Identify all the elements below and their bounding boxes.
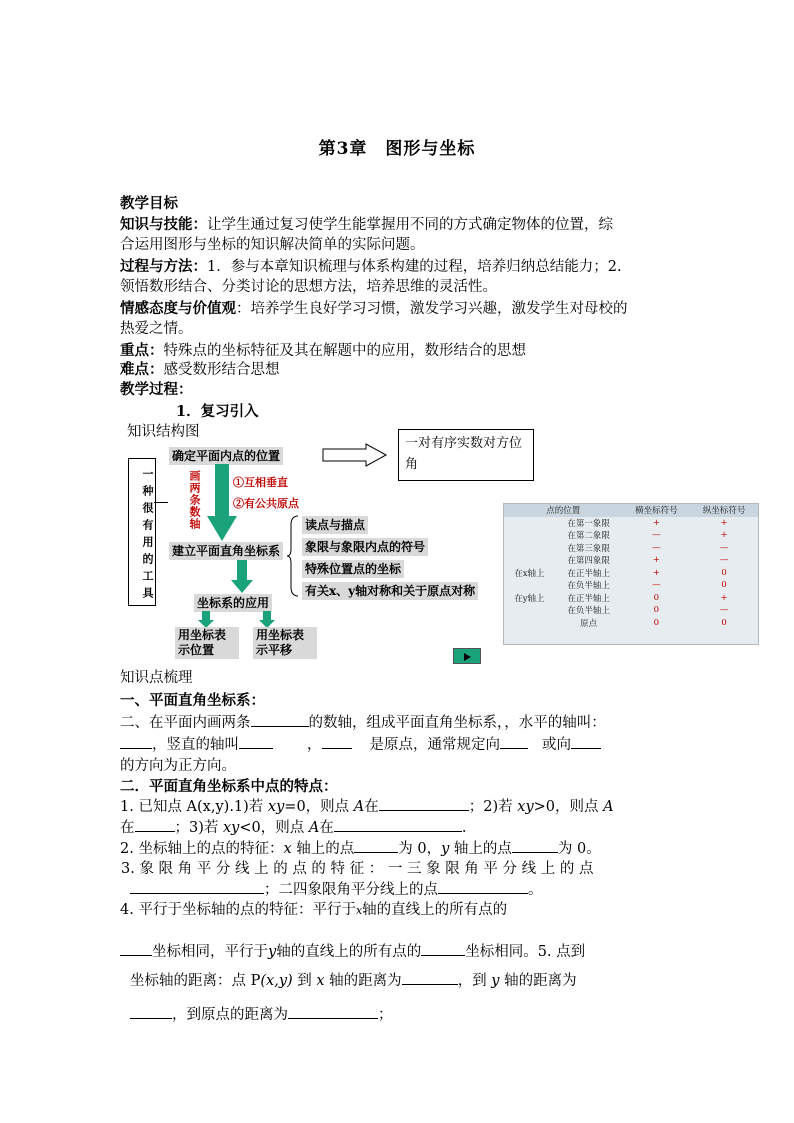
build-coordinate-system-box: 建立平面直角坐标系 xyxy=(169,542,283,560)
table-cell xyxy=(504,517,555,530)
table-cell: 在第三象限 xyxy=(567,543,610,554)
text: ；3)若 xyxy=(174,820,223,836)
table-row xyxy=(504,529,758,542)
text: ；二四象限角平分线上的点 xyxy=(264,882,438,898)
text: 二、在平面内画两条 xyxy=(120,715,251,731)
table-row xyxy=(504,592,758,605)
table-cell xyxy=(504,604,555,617)
point-1-line2 xyxy=(120,817,466,839)
quadrant-sign-table xyxy=(503,503,759,645)
table-cell: 在第四象限 xyxy=(567,556,610,567)
table-row xyxy=(504,604,758,617)
text: 到 xyxy=(292,973,317,989)
text: 为 0。 xyxy=(557,841,601,857)
blank[interactable] xyxy=(120,734,152,749)
table-header: 纵坐标符号 xyxy=(702,506,746,517)
key-label: 重点： xyxy=(120,342,164,359)
text: xy xyxy=(223,820,240,836)
coord-def-line3: 的方向为正方向。 xyxy=(120,758,236,774)
table-cell: + xyxy=(720,517,728,528)
text: A xyxy=(308,820,320,836)
text: 坐标相同。5. 点到 xyxy=(465,944,586,960)
point-4-line1 xyxy=(120,900,507,921)
knowledge-skill-line1 xyxy=(120,214,613,236)
text: 轴的距离为 xyxy=(324,973,402,989)
knowledge-caption: 知识点梳理 xyxy=(120,670,193,686)
knowledge-label: 知识与技能： xyxy=(120,216,207,233)
text: ；2)若 xyxy=(468,799,518,815)
table-cell: 0 xyxy=(721,567,727,578)
blank[interactable] xyxy=(322,734,352,749)
table-cell: 在正半轴上 xyxy=(567,568,610,579)
table-cell: 0 xyxy=(653,605,660,616)
knowledge-skill-line2: 合运用图形与坐标的知识解决简单的实际问题。 xyxy=(120,237,425,253)
coord-def-line1 xyxy=(120,712,606,734)
table-cell: 0 xyxy=(653,617,660,628)
table-cell xyxy=(504,529,555,542)
blank[interactable] xyxy=(135,817,175,832)
diagram-caption: 知识结构图 xyxy=(127,424,200,440)
text: =0，则点 xyxy=(284,799,354,815)
blank[interactable] xyxy=(402,970,458,985)
blank[interactable] xyxy=(130,1004,172,1019)
point-2 xyxy=(120,838,601,860)
objectives-heading: 教学目标 xyxy=(120,195,178,212)
text: ； xyxy=(378,1007,393,1023)
table-header: 横坐标符号 xyxy=(635,506,678,517)
connector-line xyxy=(154,502,168,503)
text: 在 xyxy=(120,820,135,836)
application-box: 坐标系的应用 xyxy=(194,594,272,612)
text: x xyxy=(283,841,292,857)
review-heading: 1．复习引入 xyxy=(176,403,259,420)
table-row xyxy=(504,517,758,530)
table-cell: 原点 xyxy=(580,618,598,629)
table-cell xyxy=(504,617,555,630)
blank[interactable] xyxy=(512,838,558,853)
text: y xyxy=(491,973,500,989)
text: 4. 平行于坐标轴的点的特征：平行于 xyxy=(120,902,356,918)
blank[interactable] xyxy=(130,879,264,894)
point-5-line1 xyxy=(130,970,577,992)
blank[interactable] xyxy=(571,734,601,749)
blank[interactable] xyxy=(288,1004,378,1019)
text: A xyxy=(603,799,614,815)
coord-def-line2 xyxy=(120,734,601,756)
text: A xyxy=(353,799,365,815)
table-cell: 在负半轴上 xyxy=(567,606,610,617)
text: 轴的直线上的所有点的 xyxy=(362,902,508,918)
text: 。 xyxy=(528,882,543,898)
blank[interactable] xyxy=(334,817,462,832)
text: 或向 xyxy=(542,737,571,753)
table-cell: + xyxy=(720,530,728,541)
blank[interactable] xyxy=(120,941,152,956)
emotion-line1 xyxy=(120,298,628,320)
table-row xyxy=(504,542,758,555)
point-4-line2 xyxy=(120,941,585,963)
text: 为 0， xyxy=(398,841,442,857)
text: (x,y) xyxy=(260,973,293,989)
table-cell: 在第一象限 xyxy=(567,518,610,529)
text: 的数轴，组成平面直角坐标系，，水平的轴叫： xyxy=(308,715,606,731)
point-1-line1 xyxy=(120,796,614,818)
section-2-heading: 二．平面直角坐标系中点的特点： xyxy=(120,778,338,795)
table-cell xyxy=(504,554,555,567)
key-text: 特殊点的坐标特征及其在解题中的应用，数形结合的思想 xyxy=(163,343,526,359)
text: 坐标相同，平行于 xyxy=(152,944,268,960)
table-cell: 在x轴上 xyxy=(514,568,545,579)
blank[interactable] xyxy=(379,796,469,811)
page-title: 第3章 图形与坐标 xyxy=(318,139,476,159)
blank[interactable] xyxy=(438,879,528,894)
emotion-line2: 热爱之情。 xyxy=(120,321,193,337)
text: 轴的距离为 xyxy=(499,973,577,989)
table-cell: — xyxy=(652,580,661,591)
table-cell: 0 xyxy=(653,592,660,603)
text: 1. 已知点 A(x,y).1)若 xyxy=(120,799,268,815)
table-cell: + xyxy=(652,555,660,566)
text: xy xyxy=(267,799,285,815)
down-arrow-icon xyxy=(206,464,238,542)
text: 轴上的点 xyxy=(449,841,512,857)
text: 在 xyxy=(364,799,379,815)
use-translation-box: 用坐标表示平移 xyxy=(253,627,317,659)
process-heading: 教学过程： xyxy=(120,381,193,398)
branch-read-plot: 读点与描点 xyxy=(302,516,368,534)
common-origin-label: ②有公共原点 xyxy=(233,497,299,510)
text: ，到原点的距离为 xyxy=(172,1007,288,1023)
process-method-line2: 领悟数形结合、分类讨论的思想方法，培养思维的灵活性。 xyxy=(120,279,497,295)
table-cell: 0 xyxy=(721,580,727,591)
difficulty-text: 感受数形结合思想 xyxy=(163,362,280,378)
blank[interactable] xyxy=(354,838,398,853)
table-cell: 在第二象限 xyxy=(567,531,610,542)
emotion-label: 情感态度与价值观 xyxy=(120,300,236,317)
table-cell: + xyxy=(720,592,728,603)
table-cell: — xyxy=(719,605,729,616)
table-cell: — xyxy=(719,542,729,553)
emotion-text-1: ：培养学生良好学习习惯，激发学习兴趣，激发学生对母校的 xyxy=(236,301,628,317)
down-arrow-small-icon xyxy=(230,560,254,594)
text: 轴的直线上的所有点的 xyxy=(276,944,422,960)
text: <0，则点 xyxy=(239,820,309,836)
text: 坐标轴的距离：点 P xyxy=(130,973,261,989)
difficulty-point xyxy=(120,359,280,381)
ordered-pair-box: 一对有序实数对方位角 xyxy=(398,429,534,481)
table-row xyxy=(504,579,758,592)
table-cell: — xyxy=(652,530,661,541)
text: . xyxy=(461,820,467,836)
text: ，竖直的轴叫 xyxy=(152,737,239,753)
perpendicular-label: ①互相垂直 xyxy=(233,476,288,489)
section-1-heading: 一、平面直角坐标系： xyxy=(120,692,265,709)
table-row xyxy=(504,567,758,580)
text: y xyxy=(441,841,450,857)
process-method-line1 xyxy=(120,256,622,278)
table-cell: + xyxy=(652,567,660,578)
table-header: 点的位置 xyxy=(546,506,581,517)
difficulty-label: 难点： xyxy=(120,361,164,378)
branch-quadrant-sign: 象限与象限内点的符号 xyxy=(302,538,428,556)
blank[interactable] xyxy=(251,712,309,727)
two-axes-vertical-label: 画两条数轴 xyxy=(188,470,201,530)
point-3-line1: 3. 象 限 角 平 分 线 上 的 点 的 特 征 ： 一 三 象 限 角 平 分 线 上 的 点 xyxy=(121,861,594,877)
point-3-line2 xyxy=(130,879,543,901)
table-cell: 0 xyxy=(721,617,727,628)
text: ， xyxy=(307,737,322,753)
branch-symmetry: 有关x、y轴对称和关于原点对称 xyxy=(302,582,478,600)
table-cell: — xyxy=(719,555,729,566)
text: 在 xyxy=(319,820,334,836)
tool-vertical-box: 一种很有用的工具 xyxy=(128,458,156,606)
text: xy xyxy=(517,799,534,815)
process-label: 过程与方法： xyxy=(120,258,207,275)
table-cell xyxy=(504,542,555,555)
table-row xyxy=(504,554,758,567)
point-5-line2 xyxy=(130,1004,393,1026)
text: >0，则点 xyxy=(533,799,604,815)
right-arrow-icon xyxy=(322,443,388,467)
play-button[interactable] xyxy=(453,648,481,664)
brace-icon xyxy=(286,515,300,597)
text: 轴上的点 xyxy=(291,841,355,857)
knowledge-text-1: 让学生通过复习使学生能掌握用不同的方式确定物体的位置，综 xyxy=(207,217,613,233)
table-cell: 在负半轴上 xyxy=(567,581,610,592)
table-cell: 在正半轴上 xyxy=(567,593,610,604)
table-row xyxy=(504,617,758,630)
table-cell: — xyxy=(652,542,661,553)
text: ，到 xyxy=(457,973,492,989)
branch-special-points: 特殊位置点的坐标 xyxy=(302,560,404,578)
table-cell: 在y轴上 xyxy=(514,593,545,604)
process-text-1: 1．参与本章知识梳理与体系构建的过程，培养归纳总结能力；2. xyxy=(207,259,622,275)
table-cell: + xyxy=(652,517,660,528)
text: y xyxy=(268,944,277,960)
determine-position-box: 确定平面内点的位置 xyxy=(169,447,283,465)
blank[interactable] xyxy=(500,734,528,749)
use-position-box: 用坐标表示位置 xyxy=(175,627,239,659)
blank[interactable] xyxy=(421,941,465,956)
text: x xyxy=(316,973,325,989)
table-cell xyxy=(504,579,555,592)
text: x xyxy=(355,904,363,917)
text: 是原点，通常规定向 xyxy=(369,737,500,753)
text: 2. 坐标轴上的点的特征： xyxy=(120,841,284,857)
blank[interactable] xyxy=(239,734,273,749)
play-icon xyxy=(454,650,480,664)
